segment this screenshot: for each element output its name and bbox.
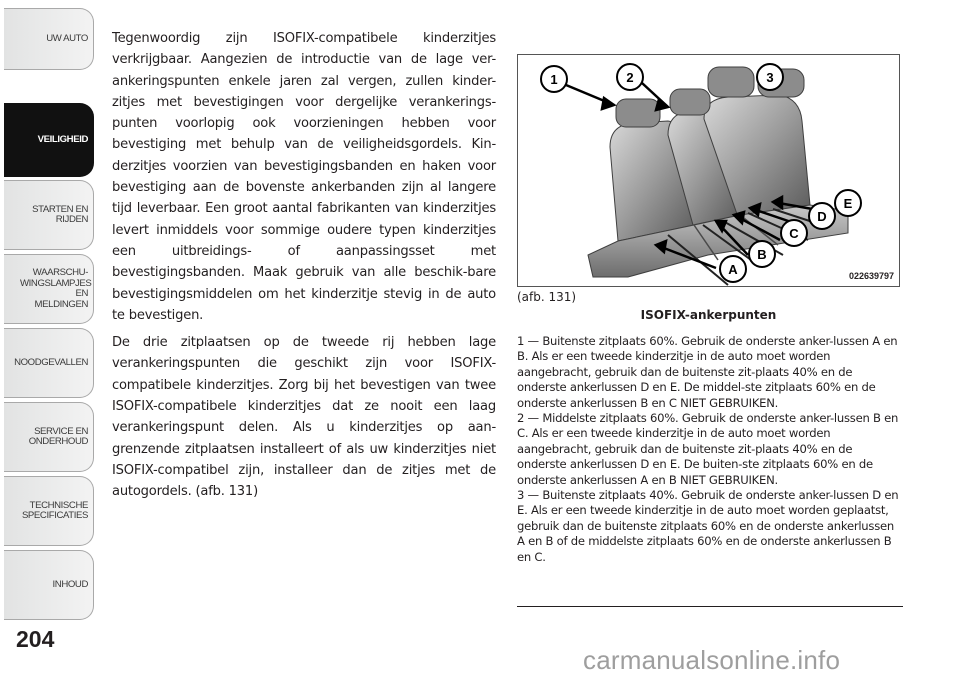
note-item: 1 — Buitenste zitplaats 60%. Gebruik de onderste anker-lussen A en B. Als er een tweede kinderzitje in de auto moet worden aangebracht, gebruik dan de buitenste zit-plaats 40% en de onderste ankerlussen D en E. De middel-ste zitplaats 60% en de onderste ankerlussen B en C NIET GEBRUIKEN.	[517, 334, 898, 410]
body-text	[112, 28, 496, 509]
watermark: carmanualsonline.info	[583, 645, 841, 675]
rear-seat-illustration	[518, 55, 899, 286]
tab-label: VEILIGHEID	[37, 133, 88, 145]
tab-inhoud[interactable]	[4, 550, 94, 620]
headrest-right-1	[708, 67, 754, 97]
tab-label: SERVICE EN ONDERHOUD	[28, 425, 88, 447]
seat-label: 1	[550, 72, 558, 87]
paragraph: Tegenwoordig zijn ISOFIX-compatibele kinderzitjes verkrijgbaar. Aangezien de introductie van de lage ver-ankeringspunten enkele jaren zal vergen, zullen kinder-zitjes met bevestigingen voor dergelijke verankerings-punten voorlopig ook voorzieningen hebben voor bevestiging met behulp van de veiligheidsgordels. Kin-derzitjes voorzien van bevestigingsbanden en haken voor bevestiging aan de bovenste ankerbanden zijn al langere tijd leverbaar. Een groot aantal fabrikanten van kinderzitjes levert inmiddels voor sommige oudere typen kinderzitjes een uitbreidings- of aanpassingsset met bevestigingsbanden. Maak gebruik van alle beschik-bare bevestigingsmiddelen om het kinderzitje stevig in de auto te bevestigen.	[112, 31, 496, 323]
tab-label: UW AUTO	[46, 32, 88, 44]
anchor-label: E	[843, 196, 853, 211]
anchor-label: B	[757, 247, 767, 262]
note-item: 2 — Middelste zitplaats 60%. Gebruik de onderste anker-lussen B en C. Als er een tweede kinderzitje in de auto moet worden aangebracht, gebruik dan de buitenste zit-plaats 40% en de onderste ankerlussen D en E. De buiten-ste zitplaats 60% en de onderste ankerlussen A en B NIET GEBRUIKEN.	[517, 411, 899, 487]
page-number: 204	[16, 626, 55, 652]
tab-waarschuwingslampjes[interactable]	[4, 254, 94, 324]
tab-veiligheid[interactable]	[4, 103, 94, 177]
figure-title: ISOFIX-ankerpunten	[640, 308, 777, 322]
tab-service-en-onderhoud[interactable]	[4, 402, 94, 472]
section-tabs	[0, 0, 100, 678]
anchor-label: C	[789, 226, 799, 241]
note-item: 3 — Buitenste zitplaats 40%. Gebruik de onderste anker-lussen D en E. Als er een tweede kinderzitje in de auto moet worden geplaatst, gebruik dan de buitenste zitplaats 60% en de onderste ankerlussen A en B of de middelste zitplaats 60% en de onderste ankerlussen B en C.	[517, 488, 899, 564]
paragraph: De drie zitplaatsen op de tweede rij hebben lage verankeringspunten die geschikt zijn voor ISOFIX-compatibele kinderzitjes. Zorg bij het bevestigen van twee ISOFIX-compatibele kinderzitjes dat ze nooit een laag verankeringspunt delen. Als u kinderzitjes op aan-grenzende zitplaatsen installeert of als uw kinderzitjes niet ISOFIX-compatibel zijn, installeer dan de zitjes met de autogordels. (afb. 131)	[112, 335, 496, 500]
tab-label: TECHNISCHE SPECIFICATIES	[21, 499, 88, 521]
anchor-label: A	[728, 262, 738, 277]
figure-notes	[517, 334, 900, 565]
headrest-left	[616, 99, 660, 127]
seat-label: 2	[626, 70, 634, 85]
tab-noodgevallen[interactable]	[4, 328, 94, 398]
isofix-figure	[517, 54, 900, 287]
tab-uw-auto[interactable]	[4, 8, 94, 70]
tab-label: INHOUD	[52, 578, 88, 590]
figure-number: (afb. 131)	[517, 290, 577, 304]
tab-label: WAARSCHU-WINGSLAMPJES EN MELDINGEN	[20, 267, 92, 310]
tab-label: STARTEN EN RIJDEN	[32, 203, 88, 225]
headrest-middle	[670, 89, 710, 115]
seat-label: 3	[766, 70, 774, 85]
anchor-label: D	[817, 209, 827, 224]
divider-line	[517, 606, 903, 607]
tab-starten-en-rijden[interactable]	[4, 180, 94, 250]
tab-technische-specificaties[interactable]	[4, 476, 94, 546]
tab-label: NOODGEVALLEN	[14, 356, 88, 368]
figure-code: 022639797	[848, 271, 894, 281]
